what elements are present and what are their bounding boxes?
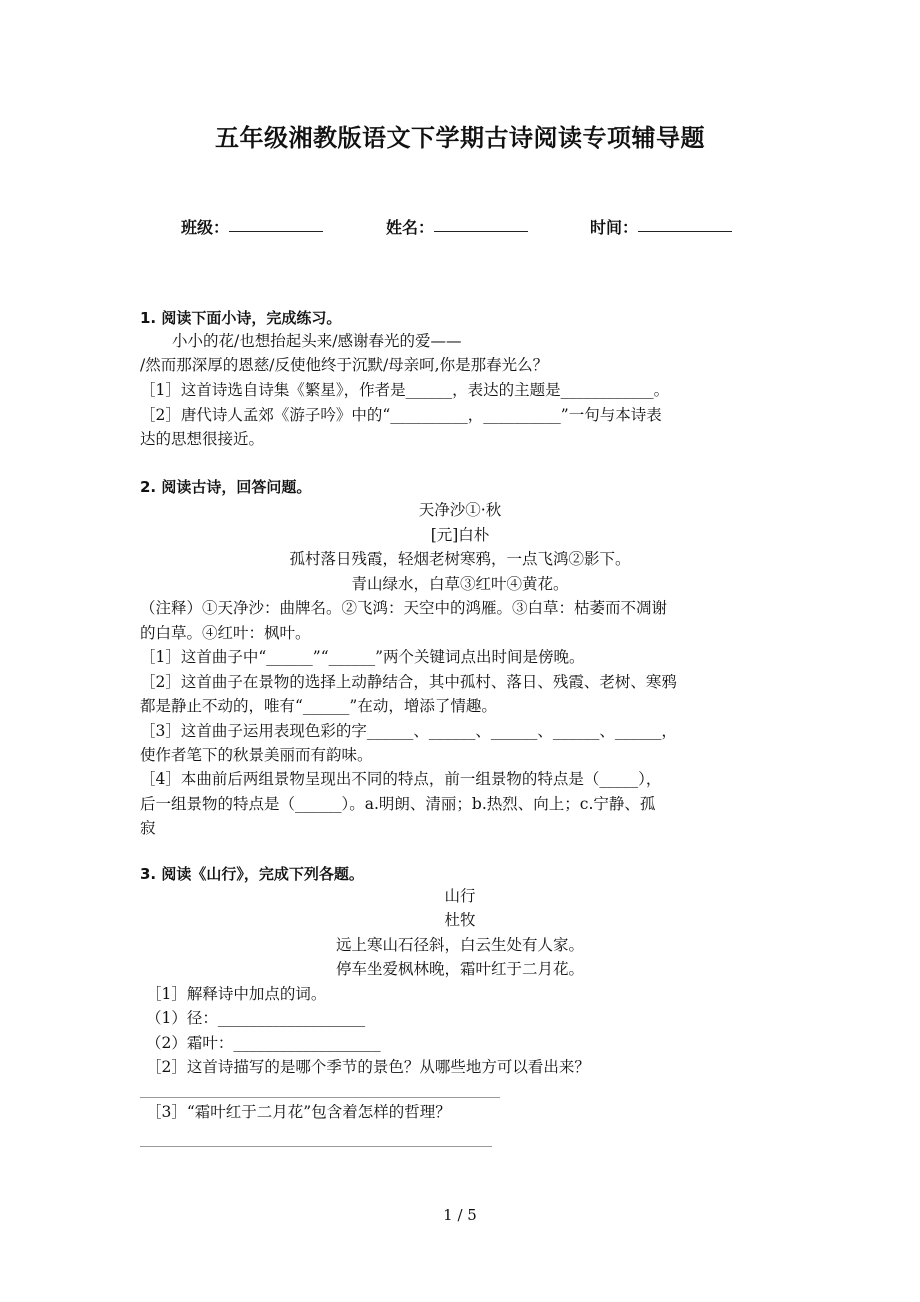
class-field: [181, 215, 229, 238]
q3-heading: 3. 阅读《山行》，完成下列各题。: [140, 865, 364, 883]
q1-item-2: ［2］唐代诗人孟郊《游子吟》中的“__________，__________”一句与本诗表: [140, 406, 662, 424]
q3-poem-author: 杜牧: [444, 911, 476, 929]
q3-answer-line[interactable]: [140, 1146, 492, 1147]
q1-poem-line: 小小的花/也想抬起头来/感谢春光的爱——: [172, 332, 462, 350]
q3-item-2: ［2］这首诗描写的是哪个季节的景色？从哪些地方可以看出来？: [146, 1058, 590, 1076]
q2-notes-cont: 的白草。④红叶：枫叶。: [140, 624, 311, 642]
q2-item-3: ［3］这首曲子运用表现色彩的字______、______、______、______、______，: [140, 722, 677, 740]
q2-poem-author: [元]白朴: [430, 526, 490, 544]
q2-notes: （注释）①天净沙：曲牌名。②飞鸿：天空中的鸿雁。③白草：枯萎而不凋谢: [140, 599, 668, 617]
q2-item-2: ［2］这首曲子在景物的选择上动静结合，其中孤村、落日、残霞、老树、寒鸦: [140, 673, 677, 691]
q2-item-2-cont: 都是静止不动的，唯有“______”在动，增添了情趣。: [140, 697, 497, 715]
class-label: 班级：: [181, 218, 230, 237]
q2-heading: 2. 阅读古诗，回答问题。: [140, 478, 312, 496]
q2-item-4-cont: 后一组景物的特点是（______）。a.明朗、清丽；b.热烈、向上；c.宁静、孤: [140, 795, 656, 813]
page-title: 五年级湘教版语文下学期古诗阅读专项辅导题: [215, 124, 705, 152]
q1-poem-line: /然而那深厚的恩慈/反使他终于沉默/母亲呵,你是那春光么？: [140, 356, 549, 374]
q3-poem-line: 远上寒山石径斜，白云生处有人家。: [335, 936, 584, 954]
q2-item-4-cont2: 寂: [140, 819, 156, 837]
q2-poem-title: 天净沙①·秋: [418, 501, 502, 519]
q1-item-2-cont: 达的思想很接近。: [140, 430, 265, 448]
time-field: [590, 215, 638, 238]
q3-answer-line[interactable]: [140, 1097, 500, 1098]
time-label: 时间：: [590, 218, 639, 237]
q3-item-3: ［3］“霜叶红于二月花”包含着怎样的哲理？: [146, 1103, 451, 1121]
page-number: 1 / 5: [443, 1206, 477, 1224]
q3-item-1b: （2）霜叶：___________________: [146, 1034, 381, 1052]
q1-heading: 1. 阅读下面小诗，完成练习。: [140, 309, 342, 327]
name-blank[interactable]: [434, 215, 528, 232]
q3-item-1: ［1］解释诗中加点的词。: [146, 985, 327, 1003]
q2-item-4: ［4］本曲前后两组景物呈现出不同的特点，前一组景物的特点是（_____），: [140, 770, 662, 788]
q3-poem-line: 停车坐爱枫林晚，霜叶红于二月花。: [335, 960, 584, 978]
time-blank[interactable]: [638, 215, 732, 232]
q1-item-1: ［1］这首诗选自诗集《繁星》，作者是______，表达的主题是____________。: [140, 381, 670, 399]
q2-item-3-cont: 使作者笔下的秋景美丽而有韵味。: [140, 746, 373, 764]
class-blank[interactable]: [229, 215, 323, 232]
q3-item-1a: （1）径：___________________: [146, 1009, 366, 1027]
q2-poem-line: 孤村落日残霞，轻烟老树寒鸦，一点飞鸿②影下。: [289, 550, 631, 568]
q2-item-1: ［1］这首曲子中“______”“______”两个关键词点出时间是傍晚。: [140, 648, 585, 666]
q3-poem-title: 山行: [444, 887, 476, 905]
name-field: [386, 215, 434, 238]
q2-poem-line: 青山绿水，白草③红叶④黄花。: [351, 575, 569, 593]
name-label: 姓名：: [386, 218, 435, 237]
